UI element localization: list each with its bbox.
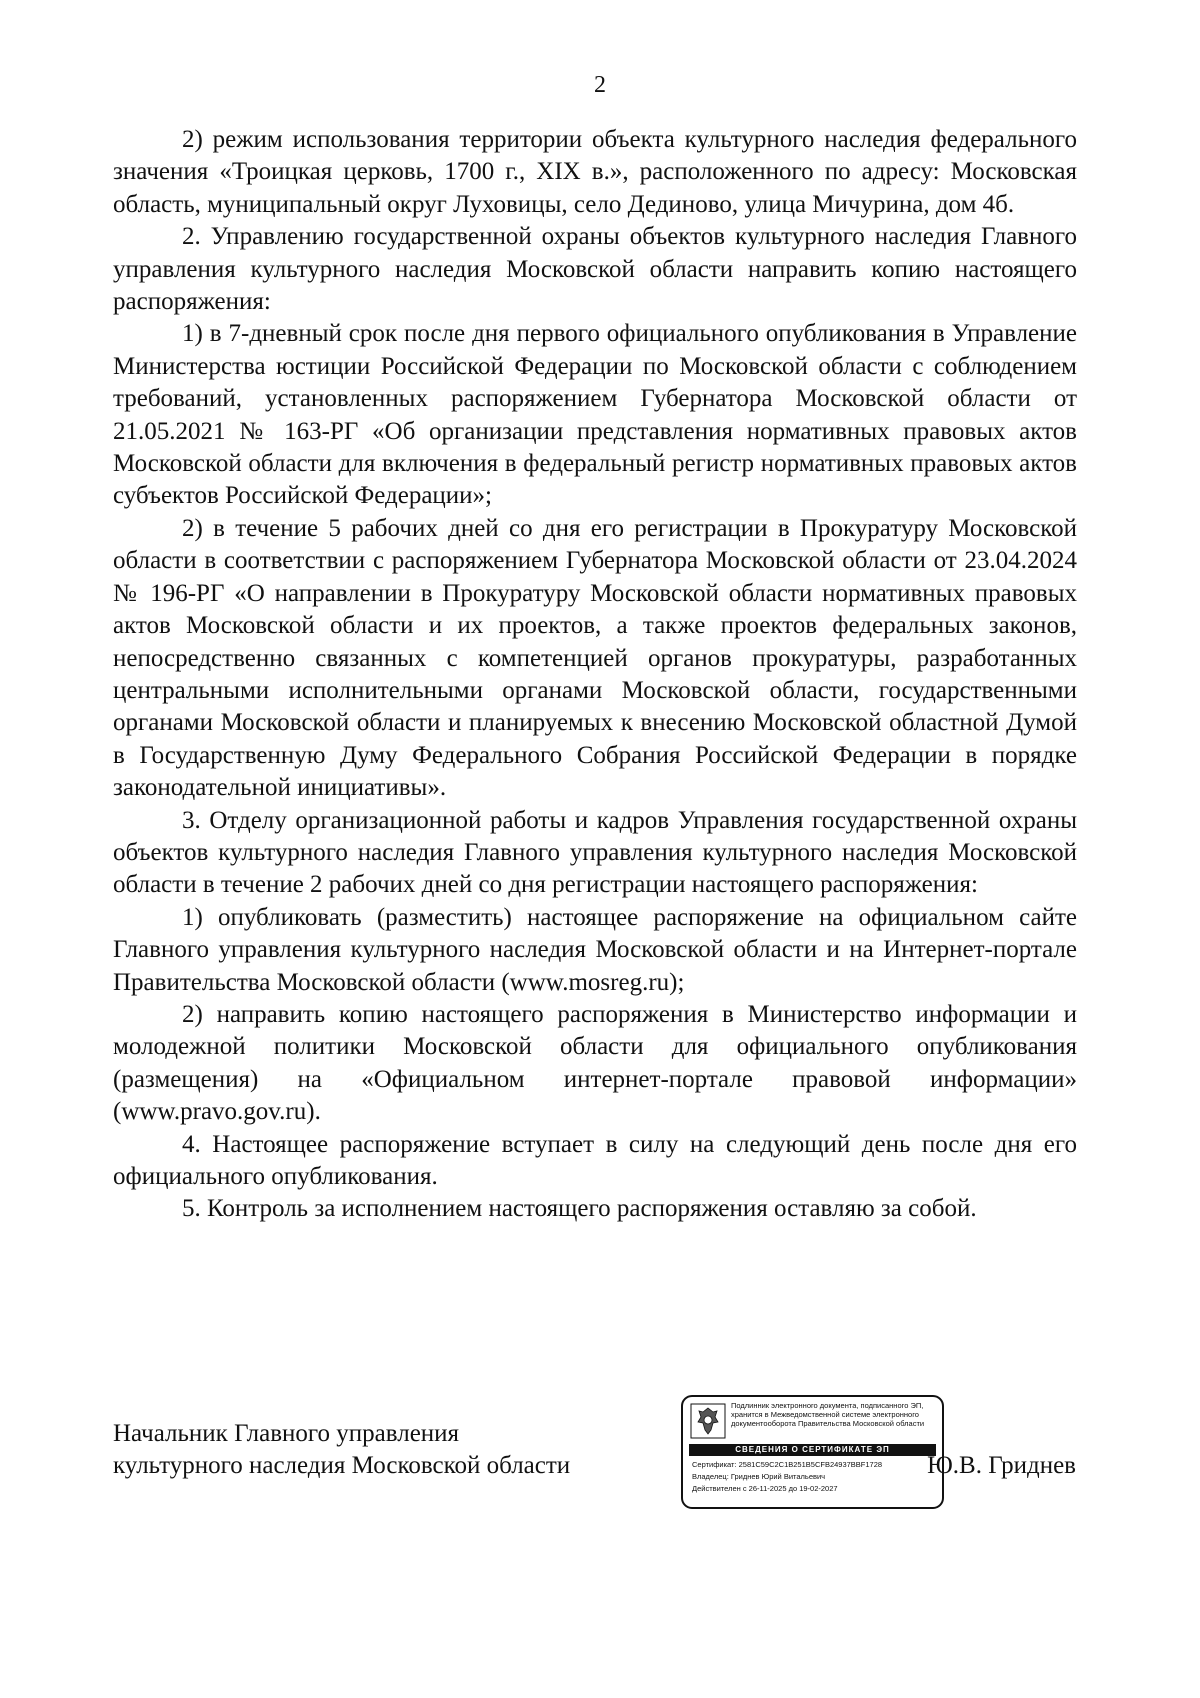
stamp-header-line2: хранится в Межведомственной системе электронного — [731, 1410, 919, 1419]
paragraph-item-2-1: 1) в 7-дневный срок после дня первого официального опубликования в Управление Министерства юстиции Российской Федерации по Московской области с соблюдением требований, установленных распоряжением Губернатора Московской области от 21.05.2021 № 163-РГ «Об организации представления нормативных правовых актов Московской области для включения в федеральный регистр нормативных правовых актов субъектов Российской Федерации»; — [113, 320, 1077, 510]
paragraph-item-4: 4. Настоящее распоряжение вступает в силу на следующий день после дня его официального опубликования. — [113, 1130, 1077, 1190]
signature-position-line2: культурного наследия Московской области — [113, 1452, 571, 1479]
stamp-validity: Действителен с 26-11-2025 до 19-02-2027 — [692, 1484, 838, 1493]
signatory-name: Ю.В. Гриднев — [927, 1452, 1076, 1479]
stamp-certificate-title: СВЕДЕНИЯ О СЕРТИФИКАТЕ ЭП — [689, 1444, 936, 1456]
page-number: 2 — [594, 72, 606, 98]
document-body — [113, 124, 1077, 1226]
electronic-signature-stamp — [681, 1395, 944, 1509]
stamp-header-line3: документооборота Правительства Московской области — [731, 1419, 925, 1428]
paragraph-item-3-2: 2) направить копию настоящего распоряжения в Министерство информации и молодежной политики Московской области для официального опубликования (размещения) на «Официальном интернет-портале правовой информации» (www.pravo.gov.ru). — [113, 1000, 1077, 1126]
stamp-header — [731, 1401, 937, 1428]
paragraph-item-2: 2. Управлению государственной охраны объектов культурного наследия Главного управления культурного наследия Московской области направить копию настоящего распоряжения: — [113, 223, 1077, 316]
paragraph-item-3: 3. Отделу организационной работы и кадров Управления государственной охраны объектов культурного наследия Главного управления культурного наследия Московской области в течение 2 рабочих дней со дня регистрации настоящего распоряжения: — [113, 806, 1077, 899]
paragraph-item-2-2: 2) в течение 5 рабочих дней со дня его регистрации в Прокуратуру Московской области в соответствии с распоряжением Губернатора Московской области от 23.04.2024 № 196-РГ «О направлении в Прокуратуру Московской области нормативных правовых актов Московской области и их проектов, а также проектов федеральных законов, непосредственно связанных с компетенцией органов прокуратуры, разработанных центральными исполнительными органами Московской области, государственными органами Московской области и планируемых к внесению Московской областной Думой в Государственную Думу Федерального Собрания Российской Федерации в порядке законодательной инициативы». — [113, 514, 1077, 802]
signature-position-line1: Начальник Главного управления — [113, 1420, 460, 1447]
paragraph-item-5: 5. Контроль за исполнением настоящего распоряжения оставляю за собой. — [182, 1195, 977, 1223]
stamp-certificate-number: Сертификат: 2581C59C2C1B251B5CFB24937BBF1728 — [692, 1460, 883, 1469]
signature-position — [113, 1418, 570, 1482]
stamp-header-line1: Подлинник электронного документа, подписанного ЭП, — [731, 1401, 924, 1410]
coat-of-arms-icon — [690, 1403, 726, 1439]
paragraph-item-3-1: 1) опубликовать (разместить) настоящее распоряжение на официальном сайте Главного управления культурного наследия Московской области и на Интернет-портале Правительства Московской области (www.mosreg.ru); — [113, 903, 1077, 996]
paragraph-territory-regime: 2) режим использования территории объекта культурного наследия федерального значения «Троицкая церковь, 1700 г., XIX в.», расположенного по адресу: Московская область, муниципальный округ Луховицы, село Дединово, улица Мичурина, дом 4б. — [113, 126, 1077, 218]
stamp-owner: Владелец: Гриднев Юрий Витальевич — [692, 1472, 826, 1481]
